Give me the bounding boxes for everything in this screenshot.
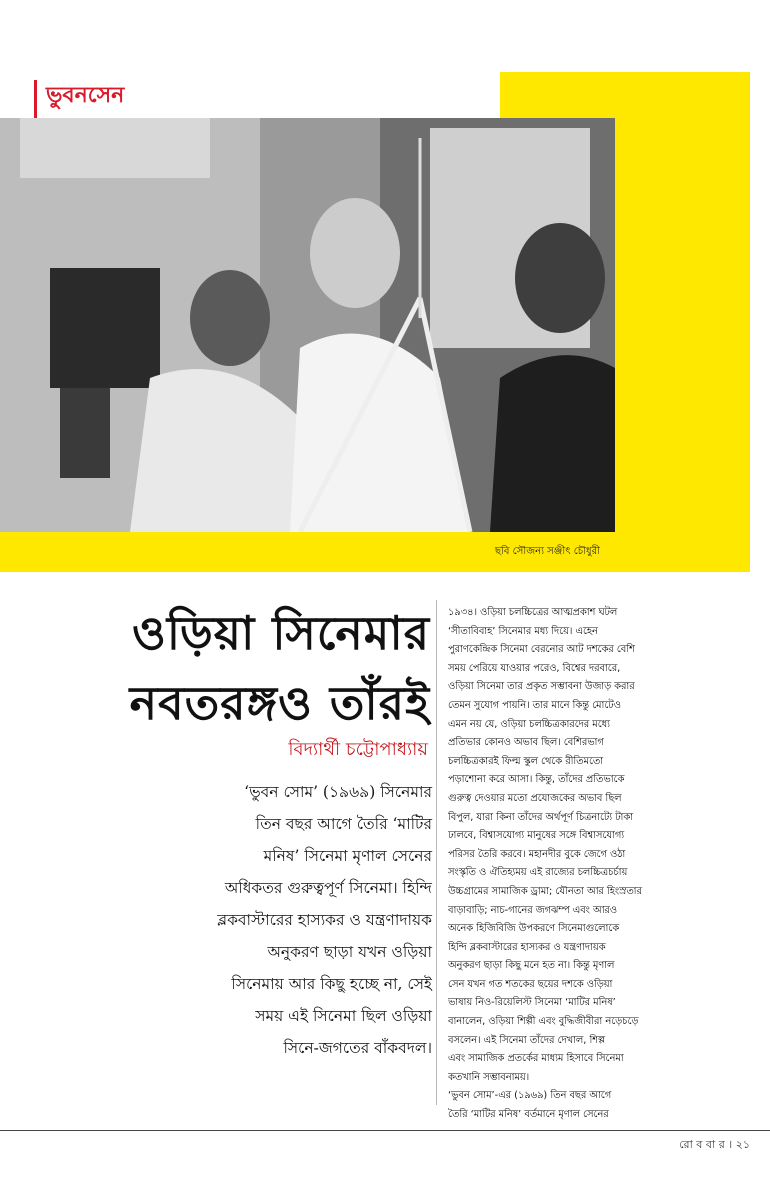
lead-line: তিন বছর আগে তৈরি ‘মাটির	[255, 815, 432, 833]
body-line: বানালেন, ওড়িয়া শিল্পী এবং বুদ্ধিজীবীরা নড়েচড়ে	[448, 1016, 639, 1028]
headline	[30, 598, 430, 738]
lead-paragraph	[102, 776, 432, 1064]
body-line: বসলেন। এই সিনেমা তাঁদের দেখাল, শিল্প	[448, 1034, 606, 1046]
section-label: ভুবনসেন	[46, 83, 125, 108]
body-line: অনুকরণ ছাড়া কিছু মনে হত না। কিন্তু মৃণাল	[448, 960, 615, 972]
body-line: এমন নয় যে, ওড়িয়া চলচ্চিত্রকারদের মধ্যে	[448, 718, 610, 730]
body-line: বাড়াবাড়ি; নাচ-গানের জগঝম্প এবং আরও	[448, 904, 618, 916]
body-line: প্রতিভার কোনও অভাব ছিল। বেশিরভাগ	[448, 737, 604, 749]
lead-line: সিনেমায় আর কিছু হচ্ছে না, সেই	[231, 975, 432, 993]
photo-credit: ছবি সৌজন্য সঞ্জীৎ চৌধুরী	[495, 546, 600, 557]
body-line: সংস্কৃতি ও ঐতিহ্যময় এই রাজ্যের চলচ্চিত্রচর্চায়	[448, 867, 628, 879]
body-line: ঢালবে, বিশ্বাসযোগ্য মানুষের সঙ্গে বিশ্বাসযোগ্য	[448, 830, 625, 842]
body-line: হিন্দি ব্লকবাস্টারের হাস্যকর ও যন্ত্রণাদায়ক	[448, 941, 606, 953]
section-label-rule	[34, 80, 37, 120]
body-line: পড়াশোনা করে আসা। কিন্তু, তাঁদের প্রতিভাকে	[448, 774, 625, 786]
film-set-photo	[0, 118, 615, 532]
body-line: ওড়িয়া সিনেমা তার প্রকৃত সম্ভাবনা উজাড় করার	[448, 681, 635, 693]
body-line: উচ্চগ্রামের সামাজিক ড্রামা; যৌনতা আর হিংস্রতার	[448, 885, 642, 897]
body-line: চলচ্চিত্রকারই ফিল্ম স্কুল থেকে রীতিমতো	[448, 755, 604, 767]
footer-rule	[0, 1130, 770, 1131]
film-set-photo-drawing	[0, 118, 615, 532]
column-divider	[436, 600, 437, 1105]
body-line: পরিসর তৈরি করবে। মহানদীর বুকে জেগে ওঠা	[448, 848, 626, 860]
body-line: সময় পেরিয়ে যাওয়ার পরেও, বিশ্বের দরবারে,	[448, 662, 621, 674]
lead-line: অধিকতর গুরুত্বপূর্ণ সিনেমা। হিন্দি	[224, 879, 432, 897]
lead-line: অনুকরণ ছাড়া যখন ওড়িয়া	[267, 943, 432, 961]
body-line: তেমন সুযোগ পায়নি। তার মানে কিন্তু মোটেও	[448, 699, 621, 711]
body-line: সেন যখন গত শতকের ছয়ের দশকে ওড়িয়া	[448, 978, 613, 990]
body-line: ১৯৩৪। ওড়িয়া চলচ্চিত্রের আত্মপ্রকাশ ঘটল	[448, 607, 618, 618]
lead-line: সিনে-জগতের বাঁকবদল।	[283, 1039, 432, 1057]
body-line: ‘সীতাবিবাহ’ সিনেমার মধ্য দিয়ে। এহেন	[448, 625, 598, 637]
body-line: এবং সামাজিক প্রতর্কের মাধ্যম হিসাবে সিনেমা	[448, 1053, 624, 1065]
body-line: অনেক হিজিবিজি উপকরণে সিনেমাগুলোকে	[448, 923, 620, 935]
body-line: গুরুত্ব দেওয়ার মতো প্রযোজকের অভাব ছিল	[448, 792, 622, 804]
body-line: ভাষায় নিও-রিয়েলিস্ট সিনেমা ‘মাটির মনিষ’	[448, 997, 616, 1009]
lead-line: ‘ভুবন সোম’ (১৯৬৯) সিনেমার	[244, 783, 432, 801]
body-line: ‘ভুবন সোম’-এর (১৯৬৯) তিন বছর আগে	[448, 1090, 612, 1102]
body-line: কতখানি সম্ভাবনাময়।	[448, 1071, 530, 1083]
body-line: পুরাণকেন্দ্রিক সিনেমা বেরনোর আট দশকের বেশি	[448, 644, 635, 656]
lead-line: মনিষ’ সিনেমা মৃণাল সেনের	[263, 847, 432, 865]
headline-line: ওড়িয়া সিনেমার	[132, 606, 430, 660]
byline: বিদ্যার্থী চট্টোপাধ্যায়	[288, 739, 428, 760]
lead-line: সময় এই সিনেমা ছিল ওড়িয়া	[255, 1007, 432, 1025]
body-text-column	[448, 604, 748, 1125]
body-line: তৈরি ‘মাটির মনিষ’ বর্তমানে মৃণাল সেনের	[448, 1109, 609, 1121]
yellow-photo-strip	[0, 532, 750, 572]
headline-line: নবতরঙ্গও তাঁরই	[129, 676, 430, 730]
page-footer: রো ব বা র । ২১	[679, 1138, 750, 1151]
body-line: বিপুল, যারা কিনা তাঁদের অর্থপূর্ণ চিত্রনাট্যে টাকা	[448, 811, 634, 823]
lead-line: ব্লকবাস্টারের হাস্যকর ও যন্ত্রণাদায়ক	[217, 911, 432, 929]
